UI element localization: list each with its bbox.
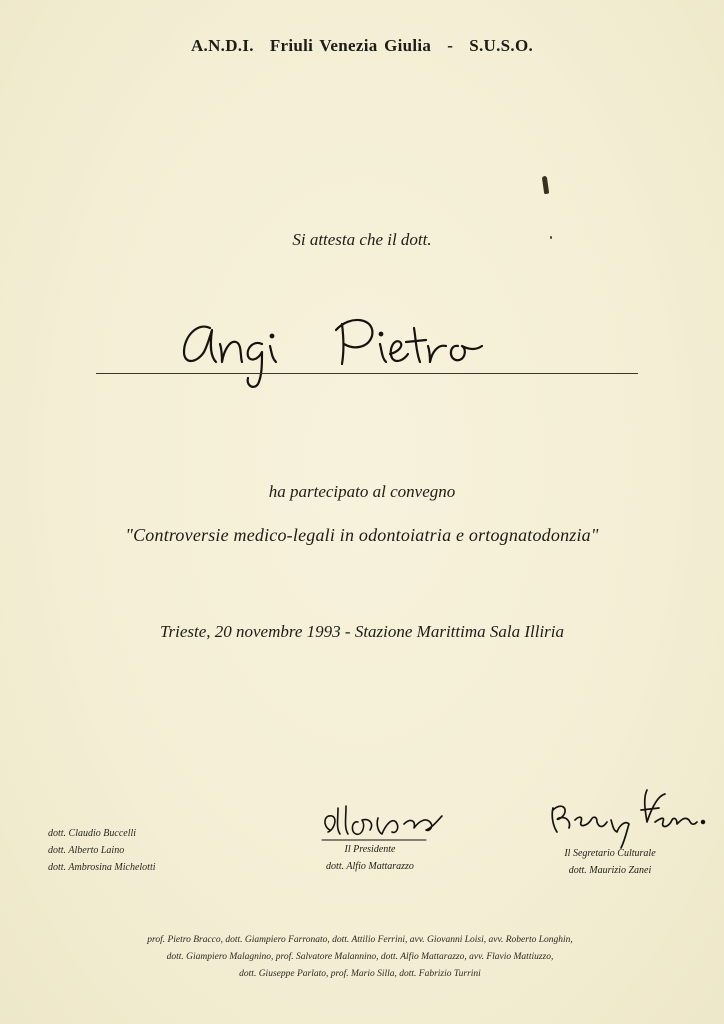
header-org-region: Friuli Venezia Giulia — [269, 36, 432, 55]
president-block — [260, 841, 480, 875]
attestation-text: Si attesta che il dott. — [292, 230, 432, 249]
secretary-signature — [547, 786, 707, 850]
certificate-header — [0, 36, 724, 56]
signatory-name: dott. Claudio Buccelli — [48, 828, 137, 839]
footer-line: dott. Giampiero Malagnino, prof. Salvatore Malannino, dott. Alfio Mattarazzo, avv. Flavio Mattiuzzo, — [166, 952, 554, 962]
secretary-block — [510, 845, 710, 879]
president-name: dott. Alfio Mattarazzo — [326, 861, 414, 872]
header-separator: - — [447, 36, 454, 55]
president-signature — [316, 800, 446, 844]
signatory-name: dott. Alberto Laino — [48, 845, 125, 856]
footer-line: prof. Pietro Bracco, dott. Giampiero Farronato, dott. Attilio Ferrini, avv. Giovanni Loisi, avv. Roberto Longhin, — [147, 935, 573, 945]
committee-footer — [60, 932, 660, 983]
header-org-suso: S.U.S.O. — [469, 36, 534, 55]
place-date: Trieste, 20 novembre 1993 - Stazione Marittima Sala Illiria — [159, 622, 565, 641]
secretary-name: dott. Maurizio Zanei — [568, 865, 652, 876]
name-underline — [96, 373, 638, 374]
president-role: Il Presidente — [344, 844, 396, 855]
secretary-role: Il Segretario Culturale — [564, 848, 656, 859]
conference-title: "Controversie medico-legali in odontoiatria e ortognatodonzia" — [125, 525, 599, 545]
signatory-name: dott. Ambrosina Michelotti — [48, 862, 156, 873]
recipient-name-field — [96, 300, 638, 380]
ink-speck — [542, 176, 549, 195]
footer-line: dott. Giuseppe Parlato, prof. Mario Silla, dott. Fabrizio Turrini — [239, 969, 481, 979]
handwritten-recipient-name — [176, 300, 516, 390]
participation-text: ha partecipato al convegno — [268, 482, 456, 501]
header-org-andi: A.N.D.I. — [190, 36, 254, 55]
